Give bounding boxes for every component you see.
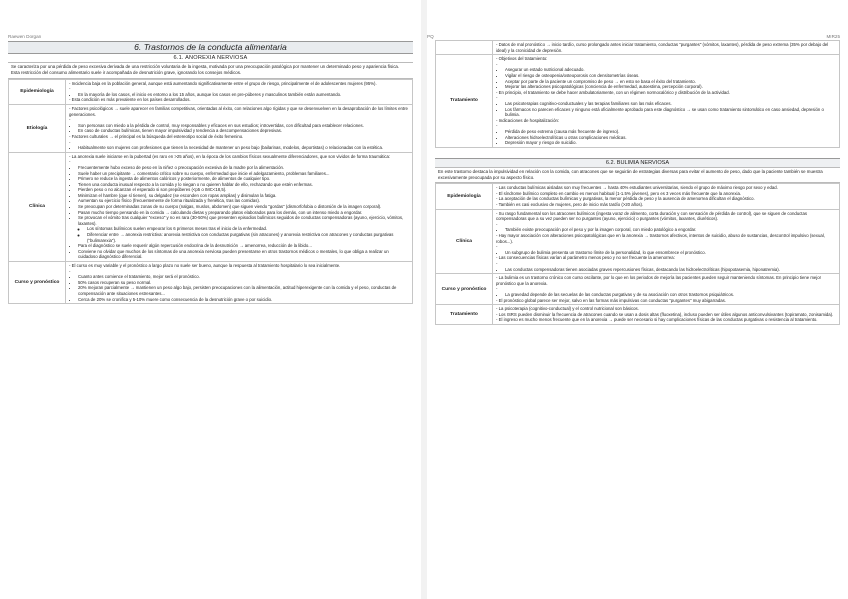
section-title-bulimia: 6.2. BULIMIA NERVIOSA <box>435 158 840 168</box>
list-item: - En principio, el tratamiento se debe hacer ambulatoriamente, con un régimen normocalórico y distribución de la actividad. <box>496 90 836 96</box>
list-item: - • Las conductas compensadoras tienen asociadas graves repercusiones físicas, destacando las hidroelectrolíticas (hipopotasemia, hiponatremia). <box>505 267 836 273</box>
list-item: - • También existe preocupación por el peso y por la imagen corporal, con miedo patológico a engordar. <box>505 227 836 233</box>
list-item: - • En la mayoría de los casos, el inicio es entorno a los 15 años, aunque los casos en pre-púberes y masculinos también están aumentando. <box>78 92 409 98</box>
list-item: - Factores psicológicos → suele aparecer en familias competitivas, orientadas al éxito, con relaciones algo rígidas y que se desenvuelven en la desaprobación de los límites entre generaciones. <box>69 106 409 117</box>
row-label: Curso y pronóstico <box>436 274 493 305</box>
list-item: - • Las psicoterapias cognitivo-conductuales y las terapias familiares son las más eficaces. <box>505 101 836 107</box>
running-header-tag: PQ <box>427 34 434 39</box>
list-item: • Mejorar las alteraciones psicopatológicas (conciencia de enfermedad, autoestima, percepción corporal). <box>505 84 836 90</box>
list-item: • Para el diagnóstico se suele requerir algún repercusión endocrina de la desnutrición → amenorrea, reducción de la libido... <box>78 243 409 249</box>
row-label: Etiología <box>9 104 66 152</box>
list-item: • 20% mejoran parcialmente → mantienen un peso algo bajo, persisten preocupaciones con la alimentación, actitud hiperexigente con la comida y el peso, conductas de compensación ante situaciones estresantes... <box>78 285 409 296</box>
list-item: - El síndrome bulímico completo en cambio es menos habitual (1-1.5% jóvenes), pero es 3 veces más frecuente que la anorexia. <box>496 191 836 197</box>
list-item: - Incidencia baja en la población general, aunque está aumentando significativamente entre el grupo de riesgo, principalmente el de adolescentes mujeres (95%). <box>69 81 409 87</box>
list-item: • Se provocan el vómito tras cualquier "exceso" y no es rara (30-50%) que presenten episodios bulímicos seguidos de conductas compensadoras (ayuno, ejercicio, vómitos, laxantes). <box>78 215 409 226</box>
list-item: - • Son personas con miedo a la pérdida de control, muy responsables y eficaces en sus estudios; introvertidas, con dificultad para establecer relaciones. <box>78 123 409 129</box>
list-item: - Factores culturales → el principal es la búsqueda del estereotipo social de éxito femenino. <box>69 134 409 140</box>
list-item: • Los fármacos no parecen eficaces y ninguno está oficialmente aprobado para este diagnóstico → se usan como tratamiento sintomático en caso ansiedad, depresión o bulimia. <box>505 107 836 118</box>
list-item: • Aumentan su ejercicio físico (frecuentemente de forma ritualizada y frenética, tras las comidas). <box>78 198 409 204</box>
list-item: • 50% casos recuperan su peso normal. <box>78 280 409 286</box>
list-item: • Aceptar por parte de la paciente un compromiso de peso → en esto se basa el éxito del tratamiento. <box>505 79 836 85</box>
row-label: Epidemiología <box>9 79 66 104</box>
section-title-anorexia: 6.1. ANOREXIA NERVIOSA <box>8 54 413 63</box>
chapter-title: 6. Trastornos de la conducta alimentaria <box>8 41 413 54</box>
table-row <box>9 152 413 261</box>
anorexia-table-continued <box>435 40 840 148</box>
list-item: - • Asegurar un estado nutricional adecuado. <box>505 67 836 73</box>
list-item: - Las conductas bulímicas aisladas son muy frecuentes → hasta 40% estudiantes universitarias, siendo el grupo de máximo riesgo por sexo y edad. <box>496 185 836 191</box>
list-item: • Minimizan el hambre (que sí tienen), su delgadez (se esconden con ropas amplias) y disimulan la fatiga. <box>78 193 409 199</box>
list-item: - Los ISRS pueden disminuir la frecuencia de atracones cuando se usan a dosis altas (fluoxetina), incluso pueden ser útiles algunos anticonvulsivantes (topiramato, zonisamida). <box>496 312 836 318</box>
running-header-code: MIR25 <box>826 34 840 39</box>
list-item: • Vigilar el riesgo de osteopenia/osteoporosis con densitometrías óseas. <box>505 73 836 79</box>
table-row <box>9 262 413 304</box>
list-item: - Objetivos del tratamiento: <box>496 56 836 62</box>
running-header-author: Raewen Dorgan <box>8 34 42 39</box>
table-row <box>436 55 840 148</box>
anorexia-table <box>8 79 413 305</box>
list-item: - • Cuanto antes comience el tratamiento, mejor será el pronóstico. <box>78 274 409 280</box>
table-row <box>436 305 840 325</box>
list-item: - • Un subgrupo de bulimia presenta un trastorno límite de la personalidad, lo que ensombrece el pronóstico. <box>505 250 836 256</box>
row-content <box>493 274 840 305</box>
row-label: Epidemiología <box>436 184 493 209</box>
list-item: • Tienen una conducta inusual respecto a la comida y lo niegan o no quieren hablar de ello, rechazando que estén enfermas. <box>78 182 409 188</box>
list-item: - La anorexia suele iniciarse en la pubertad (es raro en >25 años), en la época de los cambios físicos sexualmente diferenciadores, que son vividos de forma traumática: <box>69 154 409 160</box>
list-item: - El ingreso es mucho menos frecuente que en la anorexia → puede ser necesario si hay complicaciones físicas de las conductas purgativas o resistencia al tratamiento. <box>496 317 836 323</box>
bulimia-table <box>435 183 840 325</box>
row-content <box>493 41 840 55</box>
row-label: Clínica <box>436 209 493 274</box>
table-row <box>436 184 840 209</box>
row-content <box>493 305 840 325</box>
list-item: - Esta condición es más prevalente en los países desarrollados. <box>69 97 409 103</box>
list-item: • Pierden peso o no alcanzan el esperado si son prepúberes (<p5 o IMC<18,5). <box>78 187 409 193</box>
table-row <box>436 209 840 274</box>
list-item: - La bulimia es un trastorno crónico con curso oscilante, por lo que en los periodos de mejoría las pacientes pueden seguir manteniendo síntomas. En principio tiene mejor pronóstico que la anorexia. <box>496 275 836 286</box>
list-item: - Hay mayor asociación con alteraciones psicopatológicas que en la anorexia → trastornos afectivos, intentos de suicidio, abuso de sustancias, descontrol impulsivo (sexual, robos...). <box>496 233 836 244</box>
list-item: - Datos de mal pronóstico → inicio tardío, curso prolongado antes iniciar tratamiento, conductas "purgantes" (vómitos, laxantes), pérdida de peso extrema (35% por debajo del ideal) y la cronicidad de depresión. <box>496 42 836 53</box>
list-item: • Alteraciones hidroelectrolíticas u otras complicaciones médicas. <box>505 135 836 141</box>
list-item: ◦ Los síntomas bulímicos suelen empeorar los 6 primeros meses tras el inicio de la enfermedad. <box>87 226 409 232</box>
page-right <box>427 0 848 599</box>
list-item: - El pronóstico global parece ser mejor, salvo en las formas más impulsivas con conductas "purgantes" muy abigarradas. <box>496 298 836 304</box>
list-item: - También es casi exclusivo de mujeres, pero de inicio más tardío (>20 años). <box>496 202 836 208</box>
list-item: - La aceptación de las conductas bulímicas y purgativas, la menor pérdida de peso y la ausencia de amenorrea dificultan el diagnóstico. <box>496 196 836 202</box>
anorexia-intro <box>8 63 413 79</box>
list-item: - La psicoterapia (cognitivo-conductual) y el control nutricional son básicos. <box>496 306 836 312</box>
row-content <box>66 262 413 304</box>
row-content <box>66 152 413 261</box>
intro-line: En este trastorno destaca la impulsividad en relación con la comida, con atracones que se seguirán de estrategias diversas para evitar el aumento de peso, dado que la paciente también se muestra excesivamente preocupada por su aspecto físico. <box>438 168 823 180</box>
list-item: - • La gravedad depende de las secuelas de las conductas purgativas y de su asociación con otros trastornos psiquiátricos. <box>505 292 836 298</box>
list-item: - • Frecuentemente hubo exceso de peso en la niñez o preocupación excesiva de la madre por la alimentación. <box>78 165 409 171</box>
list-item: • Depresión mayor y riesgo de suicidio. <box>505 140 836 146</box>
list-item: • Pasan mucho tiempo pensando en la comida → calculando dietas y preparando platos elaborados para los demás, con un intenso miedo a engordar. <box>78 210 409 216</box>
bulimia-intro <box>435 168 840 184</box>
row-content <box>66 104 413 152</box>
list-item: • Suele haber un precipitante → comentario crítico sobre su cuerpo, enfermedad que inicie el adelgazamiento, problemas familiares... <box>78 171 409 177</box>
table-row <box>9 79 413 104</box>
list-item: • Primero se reduce la ingesta de alimentos calóricos y posteriormente, de alimentos de cualquier tipo. <box>78 176 409 182</box>
intro-line: Se caracteriza por una pérdida de peso excesiva derivada de una restricción voluntaria de la ingesta, motivada por una preocupación patológica por mantener un determinado peso y apariencia física. <box>11 64 400 69</box>
row-content <box>493 55 840 148</box>
page-left <box>0 0 421 599</box>
list-item: - El curso es muy variable y el pronóstico a largo plazo no suele ser bueno, aunque la respuesta al tratamiento hospitalario lo sea inicialmente. <box>69 263 409 269</box>
list-item: • Cerca de 20% se cronifica y 5-10% muere como consecuencia de la desnutrición grave o por suicidio. <box>78 297 409 303</box>
list-item: ◦ Diferenciar entre → anorexia restrictiva: anorexia restrictiva con conductas purgativas (sin atracones) y anorexia restrictiva con atracones y conductas purgativas ("bulimarexia"). <box>87 232 409 243</box>
table-row <box>436 274 840 305</box>
list-item: - Las consecuencias físicas varían al parámetro menos peso y no ser frecuente la amenorrea: <box>496 255 836 261</box>
list-item: - • Habitualmente son mujeres con profesiones que tienen la necesidad de mantener un peso bajo (bailarinas, modelos, deportistas) o relacionadas con la estética. <box>78 145 409 151</box>
row-label: Clínica <box>9 152 66 261</box>
list-item: - Su rasgo fundamental son los atracones bulímicos (ingesta voraz de alimento, corta duración y con sensación de pérdida de control), que se siguen de conductas compensadoras que a su vez pueden ser no purgantes (ayuno, ejercicio) o purgantes (vómitos, laxantes, diuréticos). <box>496 211 836 222</box>
list-item: • Conviene no olvidar que muchos de los síntomas de una anorexia nerviosa pueden presentarse en otros trastornos médicos o mentales, lo que obliga a realizar un cuidadoso diagnóstico diferencial. <box>78 249 409 260</box>
table-row <box>436 41 840 55</box>
table-row <box>9 104 413 152</box>
list-item: • En caso de conductas bulímicas, tienen mayor impulsividad y tendencia a descompensaciones depresivas. <box>78 128 409 134</box>
row-label: Curso y pronóstico <box>9 262 66 304</box>
row-content <box>66 79 413 104</box>
row-content <box>493 184 840 209</box>
row-label: Tratamiento <box>436 305 493 325</box>
row-content <box>493 209 840 274</box>
list-item: • Se preocupan por determinadas zonas de su cuerpo (nalgas, muslos, abdomen) que siguen viendo "gordas" (dismorfofobia o distorsión de la imagen corporal). <box>78 204 409 210</box>
intro-line: Esta restricción del consumo alimentario suele ir acompañada de desnutrición grave, ignorando los consejos médicos. <box>11 70 242 76</box>
list-item: - Indicaciones de hospitalización: <box>496 118 836 124</box>
row-label: Tratamiento <box>436 55 493 148</box>
row-label-empty <box>436 41 493 55</box>
list-item: - • Pérdida de peso extrema (causa más frecuente de ingreso). <box>505 129 836 135</box>
